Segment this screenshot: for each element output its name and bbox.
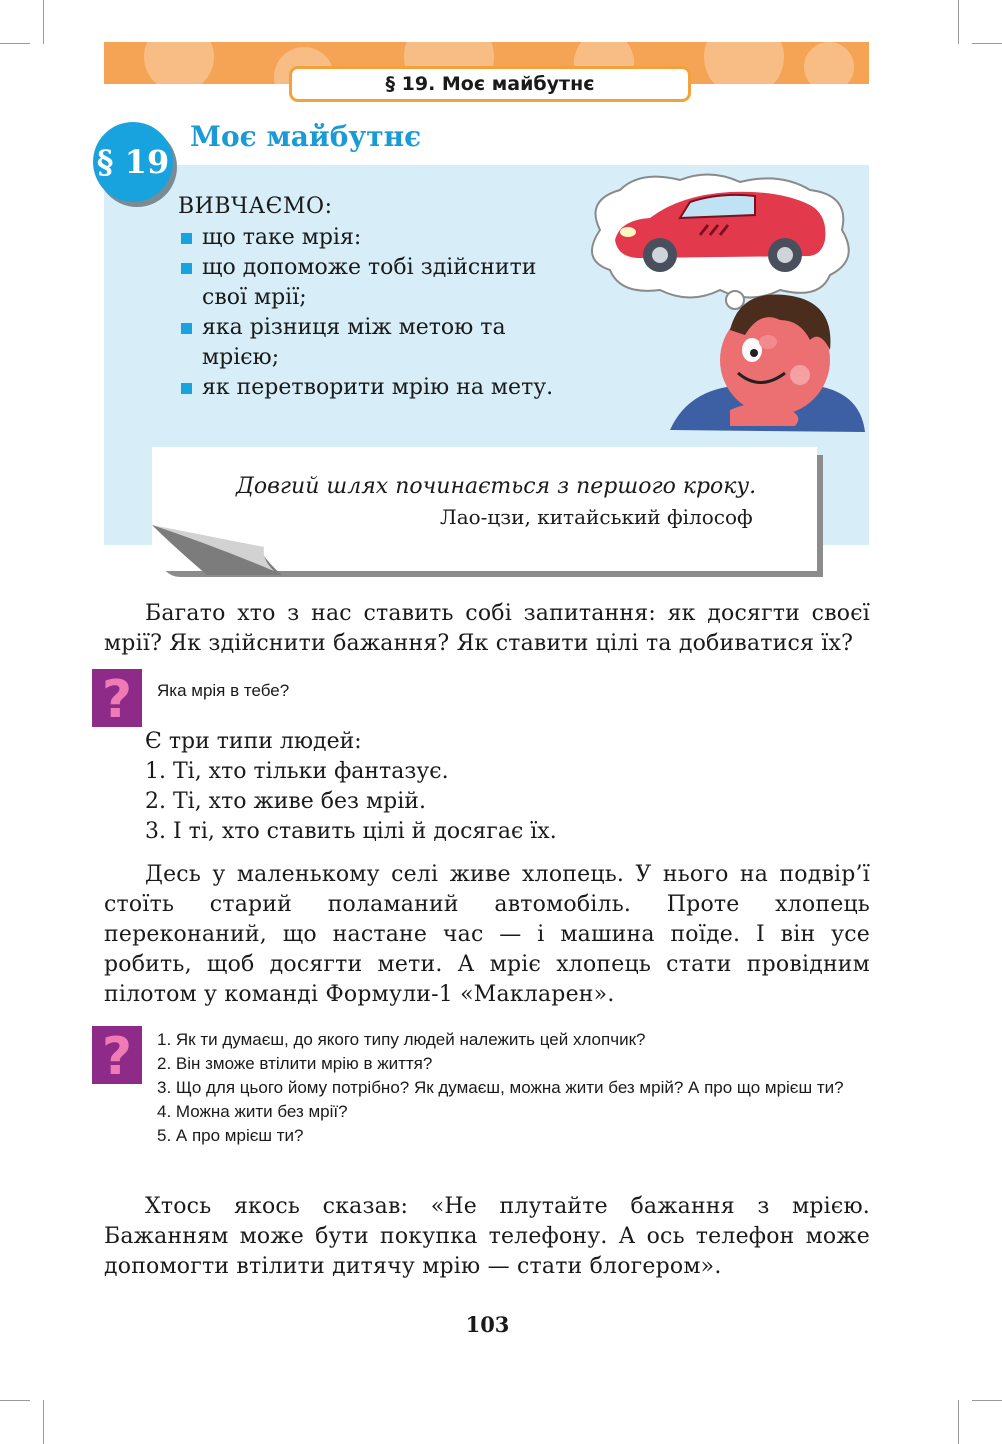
question-item: 5. А про мрієш ти?	[157, 1126, 304, 1145]
types-intro: Є три типи людей:	[145, 729, 362, 754]
crop-mark	[43, 1400, 44, 1444]
crop-mark	[0, 1400, 30, 1401]
paragraph: Багато хто з нас ставить собі запитання: як досягти своєї мрії? Як здійснити бажання? Як ставити цілі та добиватися їх?	[104, 601, 870, 656]
question-item: 2. Він зможе втілити мрію в життя?	[157, 1054, 433, 1073]
crop-mark	[958, 1400, 959, 1444]
learn-item: яка різниця між метою та мрією;	[180, 313, 522, 373]
page-curl	[152, 525, 282, 575]
learn-heading: ВИВЧАЄМО:	[178, 194, 333, 219]
question-text: Яка мрія в тебе?	[157, 681, 290, 700]
question-icon	[92, 1026, 142, 1084]
types-list	[145, 727, 557, 847]
learn-list	[180, 223, 610, 403]
types-item: 3. І ті, хто ставить цілі й досягає їх.	[145, 819, 557, 844]
section-title: Моє майбутнє	[190, 120, 422, 153]
question-item: 1. Як ти думаєш, до якого типу людей належить цей хлопчик?	[157, 1030, 646, 1049]
learn-item: що допоможе тобі здійснити свої мрії;	[180, 253, 562, 313]
svg-text:?: ?	[101, 670, 133, 727]
crop-mark	[0, 43, 30, 44]
quote-text: Довгий шлях починається з першого кроку.	[236, 474, 757, 499]
quote-author: Лао-цзи, китайський філософ	[440, 505, 753, 529]
boy-figure	[670, 294, 865, 432]
types-item: 1. Ті, хто тільки фантазує.	[145, 759, 449, 784]
learn-item: що таке мрія:	[180, 223, 610, 253]
crop-mark	[958, 0, 959, 44]
paragraph: Хтось якось сказав: «Не плутайте бажання з мрією. Бажанням може бути покупка телефону. А ось телефон може допомогти втілити дитячу мрію — стати блогером».	[104, 1194, 870, 1279]
question-item: 3. Що для цього йому потрібно? Як думаєш, можна жити без мрій? А про що мрієш ти?	[157, 1078, 844, 1097]
crop-mark	[972, 1400, 1002, 1401]
question-item: 4. Можна жити без мрії?	[157, 1102, 348, 1121]
crop-mark	[972, 43, 1002, 44]
question-list	[157, 1028, 872, 1148]
paragraph: Десь у маленькому селі живе хлопець. У нього на подвір’ї стоїть старий поламаний автомобіль. Проте хлопець переконаний, що настане час — і машина поїде. І він усе робить, щоб досягти мети. А мріє хлопець стати провідним пілотом у команді Формули-1 «Макларен».	[104, 862, 870, 1007]
types-item: 2. Ті, хто живе без мрій.	[145, 789, 426, 814]
question-icon	[92, 669, 142, 727]
learn-item: як перетворити мрію на мету.	[180, 373, 610, 403]
page-number: 103	[465, 1312, 510, 1337]
running-title: § 19. Моє майбутнє	[289, 66, 691, 102]
svg-text:?: ?	[101, 1027, 133, 1084]
crop-mark	[43, 0, 44, 44]
section-badge: § 19	[93, 122, 173, 202]
boy-dreaming-illustration	[580, 170, 870, 440]
